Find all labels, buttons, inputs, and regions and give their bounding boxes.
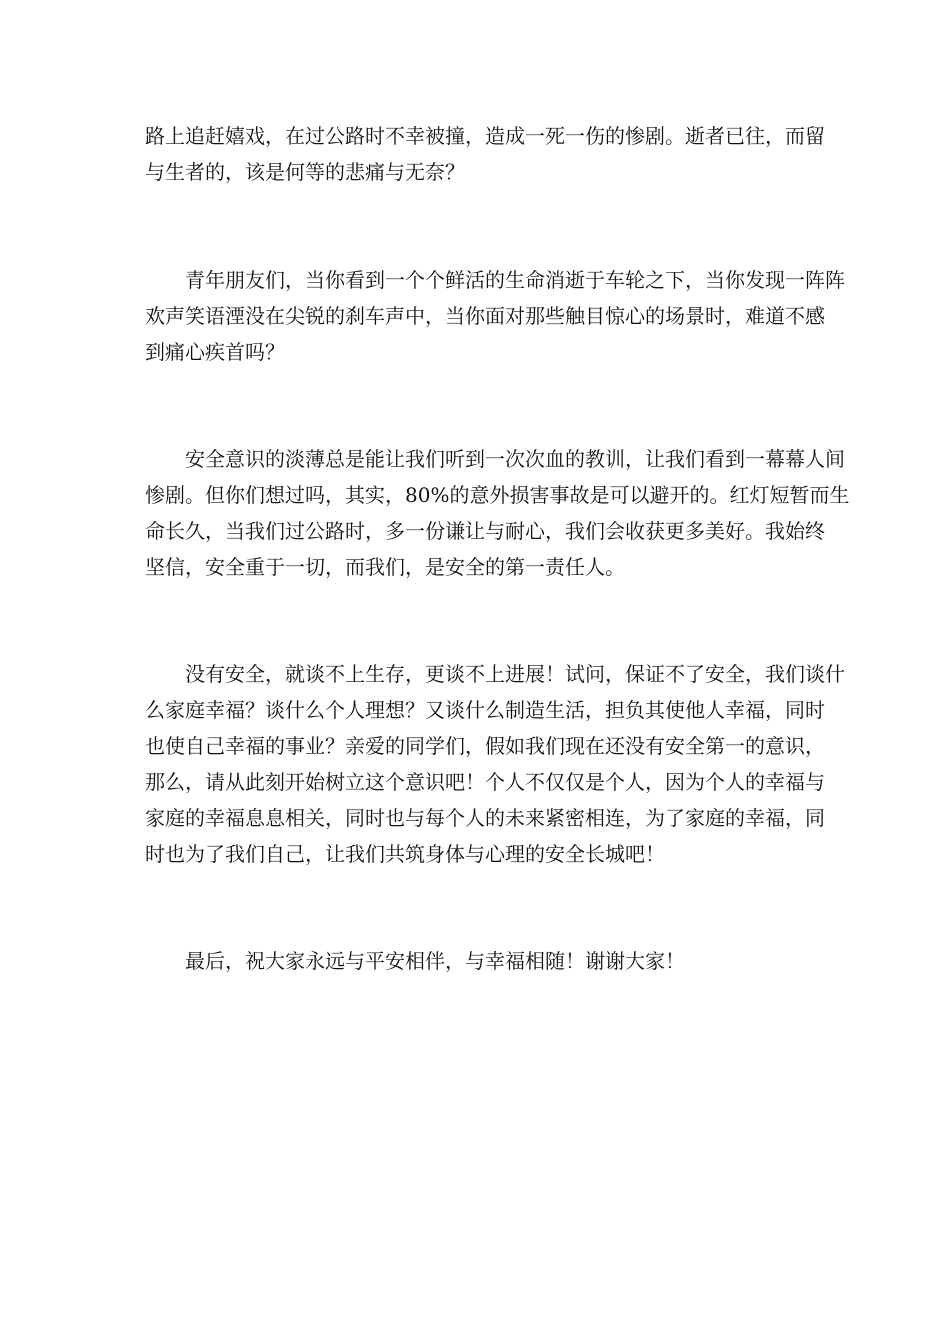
paragraph-1 [145, 118, 825, 190]
paragraph-line: 那么，请从此刻开始树立这个意识吧！个人不仅仅是个人，因为个人的幸福与 [145, 770, 825, 794]
paragraph-line: 家庭的幸福息息相关，同时也与每个人的未来紧密相连，为了家庭的幸福，同 [145, 806, 825, 830]
paragraph-line: 安全意识的淡薄总是能让我们听到一次次血的教训，让我们看到一幕幕人间 [185, 447, 845, 471]
paragraph-line: 青年朋友们，当你看到一个个鲜活的生命消逝于车轮之下，当你发现一阵阵 [185, 268, 845, 292]
paragraph-line: 么家庭幸福？谈什么个人理想？又谈什么制造生活，担负其使他人幸福，同时 [145, 698, 825, 722]
paragraph-line: 到痛心疾首吗？ [145, 340, 285, 364]
paragraph-line: 时也为了我们自己，让我们共筑身体与心理的安全长城吧！ [145, 842, 665, 866]
paragraph-3 [145, 441, 850, 585]
paragraph-4 [145, 656, 845, 872]
paragraph-line: 也使自己幸福的事业？亲爱的同学们，假如我们现在还没有安全第一的意识， [145, 734, 825, 758]
paragraph-line: 最后，祝大家永远与平安相伴，与幸福相随！谢谢大家！ [185, 949, 685, 973]
paragraph-line: 欢声笑语湮没在尖锐的刹车声中，当你面对那些触目惊心的场景时，难道不感 [145, 304, 825, 328]
paragraph-line: 命长久，当我们过公路时，多一份谦让与耐心，我们会收获更多美好。我始终 [145, 519, 825, 543]
paragraph-line: 坚信，安全重于一切，而我们，是安全的第一责任人。 [145, 555, 625, 579]
paragraph-line: 与生者的，该是何等的悲痛与无奈？ [145, 160, 465, 184]
paragraph-line: 没有安全，就谈不上生存，更谈不上进展！试问，保证不了安全，我们谈什 [185, 662, 845, 686]
paragraph-2 [145, 262, 845, 370]
paragraph-5 [145, 943, 807, 979]
paragraph-line: 路上追赶嬉戏，在过公路时不幸被撞，造成一死一伤的惨剧。逝者已往，而留 [145, 124, 825, 148]
paragraph-line: 惨剧。但你们想过吗，其实，80%的意外损害事故是可以避开的。红灯短暂而生 [145, 483, 850, 507]
